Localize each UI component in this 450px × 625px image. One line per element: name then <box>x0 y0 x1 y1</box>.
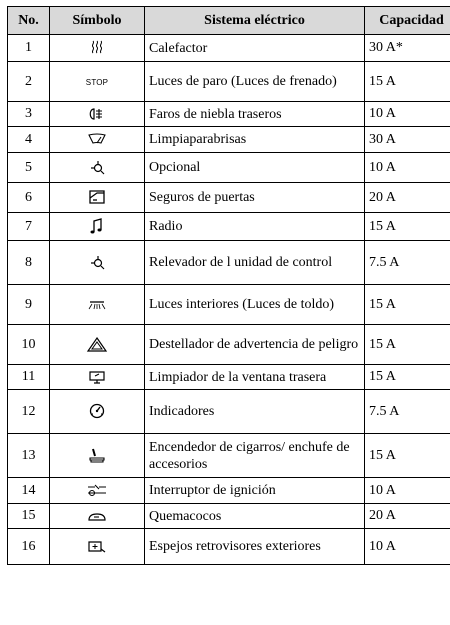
table-row <box>8 241 450 285</box>
fuse-capacity: 10 A <box>365 478 450 504</box>
table-row <box>8 153 450 183</box>
fuse-capacity: 30 A <box>365 127 450 153</box>
symbol-cell <box>50 213 145 241</box>
fuse-capacity: 15 A <box>365 325 450 365</box>
electrical-system: Limpiador de la ventana trasera <box>145 365 365 390</box>
fuse-number: 9 <box>8 285 50 325</box>
fuse-number: 10 <box>8 325 50 365</box>
fuse-capacity: 10 A <box>365 153 450 183</box>
ignition-switch-icon <box>85 482 109 498</box>
windshield-wiper-icon <box>85 131 109 147</box>
fuse-number: 2 <box>8 62 50 102</box>
symbol-cell <box>50 35 145 62</box>
fuse-number: 15 <box>8 504 50 529</box>
table-row <box>8 213 450 241</box>
symbol-cell <box>50 390 145 434</box>
fuse-number: 4 <box>8 127 50 153</box>
symbol-cell <box>50 102 145 127</box>
fuse-number: 8 <box>8 241 50 285</box>
fuse-number: 5 <box>8 153 50 183</box>
fuse-capacity: 15 A <box>365 434 450 478</box>
header-symbol: Símbolo <box>50 7 145 35</box>
fuse-number: 1 <box>8 35 50 62</box>
table-header-row <box>8 7 450 35</box>
table-row <box>8 504 450 529</box>
fuse-capacity: 20 A <box>365 504 450 529</box>
table-row <box>8 365 450 390</box>
electrical-system: Radio <box>145 213 365 241</box>
symbol-cell <box>50 478 145 504</box>
header-capacity: Capacidad <box>365 7 450 35</box>
table-row <box>8 390 450 434</box>
table-row <box>8 529 450 565</box>
header-system: Sistema eléctrico <box>145 7 365 35</box>
table-row <box>8 325 450 365</box>
electrical-system: Interruptor de ignición <box>145 478 365 504</box>
rear-wiper-icon <box>85 369 109 385</box>
table-row <box>8 102 450 127</box>
radio-music-icon <box>85 218 109 234</box>
table-body <box>8 35 450 565</box>
cigarette-lighter-icon <box>85 447 109 463</box>
electrical-system: Calefactor <box>145 35 365 62</box>
symbol-cell <box>50 285 145 325</box>
table-row <box>8 62 450 102</box>
electrical-system: Seguros de puertas <box>145 183 365 213</box>
rear-fog-light-icon <box>85 106 109 122</box>
electrical-system: Relevador de l unidad de control <box>145 241 365 285</box>
symbol-cell <box>50 153 145 183</box>
fuse-capacity: 20 A <box>365 183 450 213</box>
fuse-optional-icon <box>85 159 109 175</box>
table-row <box>8 35 450 62</box>
symbol-cell <box>50 241 145 285</box>
electrical-system: Encendedor de cigarros/ enchufe de accesorios <box>145 434 365 478</box>
electrical-system: Espejos retrovisores exteriores <box>145 529 365 565</box>
fuse-relay-icon <box>85 254 109 270</box>
symbol-cell <box>50 62 145 102</box>
symbol-cell <box>50 127 145 153</box>
fuse-capacity: 15 A <box>365 285 450 325</box>
fuse-number: 12 <box>8 390 50 434</box>
header-no: No. <box>8 7 50 35</box>
electrical-system: Limpiaparabrisas <box>145 127 365 153</box>
fuse-number: 6 <box>8 183 50 213</box>
fuse-capacity: 15 A <box>365 62 450 102</box>
power-mirror-icon <box>85 538 109 554</box>
fuse-capacity: 10 A <box>365 529 450 565</box>
symbol-cell <box>50 183 145 213</box>
table-row <box>8 434 450 478</box>
fuse-capacity: 7.5 A <box>365 241 450 285</box>
table-row <box>8 183 450 213</box>
fuse-capacity: 10 A <box>365 102 450 127</box>
fuse-number: 7 <box>8 213 50 241</box>
symbol-cell <box>50 434 145 478</box>
fuse-capacity: 15 A <box>365 213 450 241</box>
fuse-number: 16 <box>8 529 50 565</box>
gauges-icon <box>85 403 109 419</box>
electrical-system: Indicadores <box>145 390 365 434</box>
door-lock-icon <box>85 189 109 205</box>
symbol-cell <box>50 365 145 390</box>
symbol-cell <box>50 325 145 365</box>
electrical-system: Luces interiores (Luces de toldo) <box>145 285 365 325</box>
fuse-number: 11 <box>8 365 50 390</box>
fuse-number: 13 <box>8 434 50 478</box>
symbol-cell <box>50 504 145 529</box>
electrical-system: Luces de paro (Luces de frenado) <box>145 62 365 102</box>
fuse-number: 3 <box>8 102 50 127</box>
electrical-system: Destellador de advertencia de peligro <box>145 325 365 365</box>
stop-lamp-icon: STOP <box>85 77 109 87</box>
table-row <box>8 478 450 504</box>
fuse-number: 14 <box>8 478 50 504</box>
fuse-capacity: 30 A* <box>365 35 450 62</box>
table-row <box>8 127 450 153</box>
fuse-capacity-table <box>7 6 450 565</box>
fuse-capacity: 7.5 A <box>365 390 450 434</box>
sunroof-icon <box>85 508 109 524</box>
hazard-warning-icon <box>85 336 109 352</box>
fuse-capacity: 15 A <box>365 365 450 390</box>
table-row <box>8 285 450 325</box>
electrical-system: Quemacocos <box>145 504 365 529</box>
symbol-cell <box>50 529 145 565</box>
electrical-system: Opcional <box>145 153 365 183</box>
interior-light-icon <box>85 296 109 312</box>
heater-icon <box>85 40 109 56</box>
electrical-system: Faros de niebla traseros <box>145 102 365 127</box>
